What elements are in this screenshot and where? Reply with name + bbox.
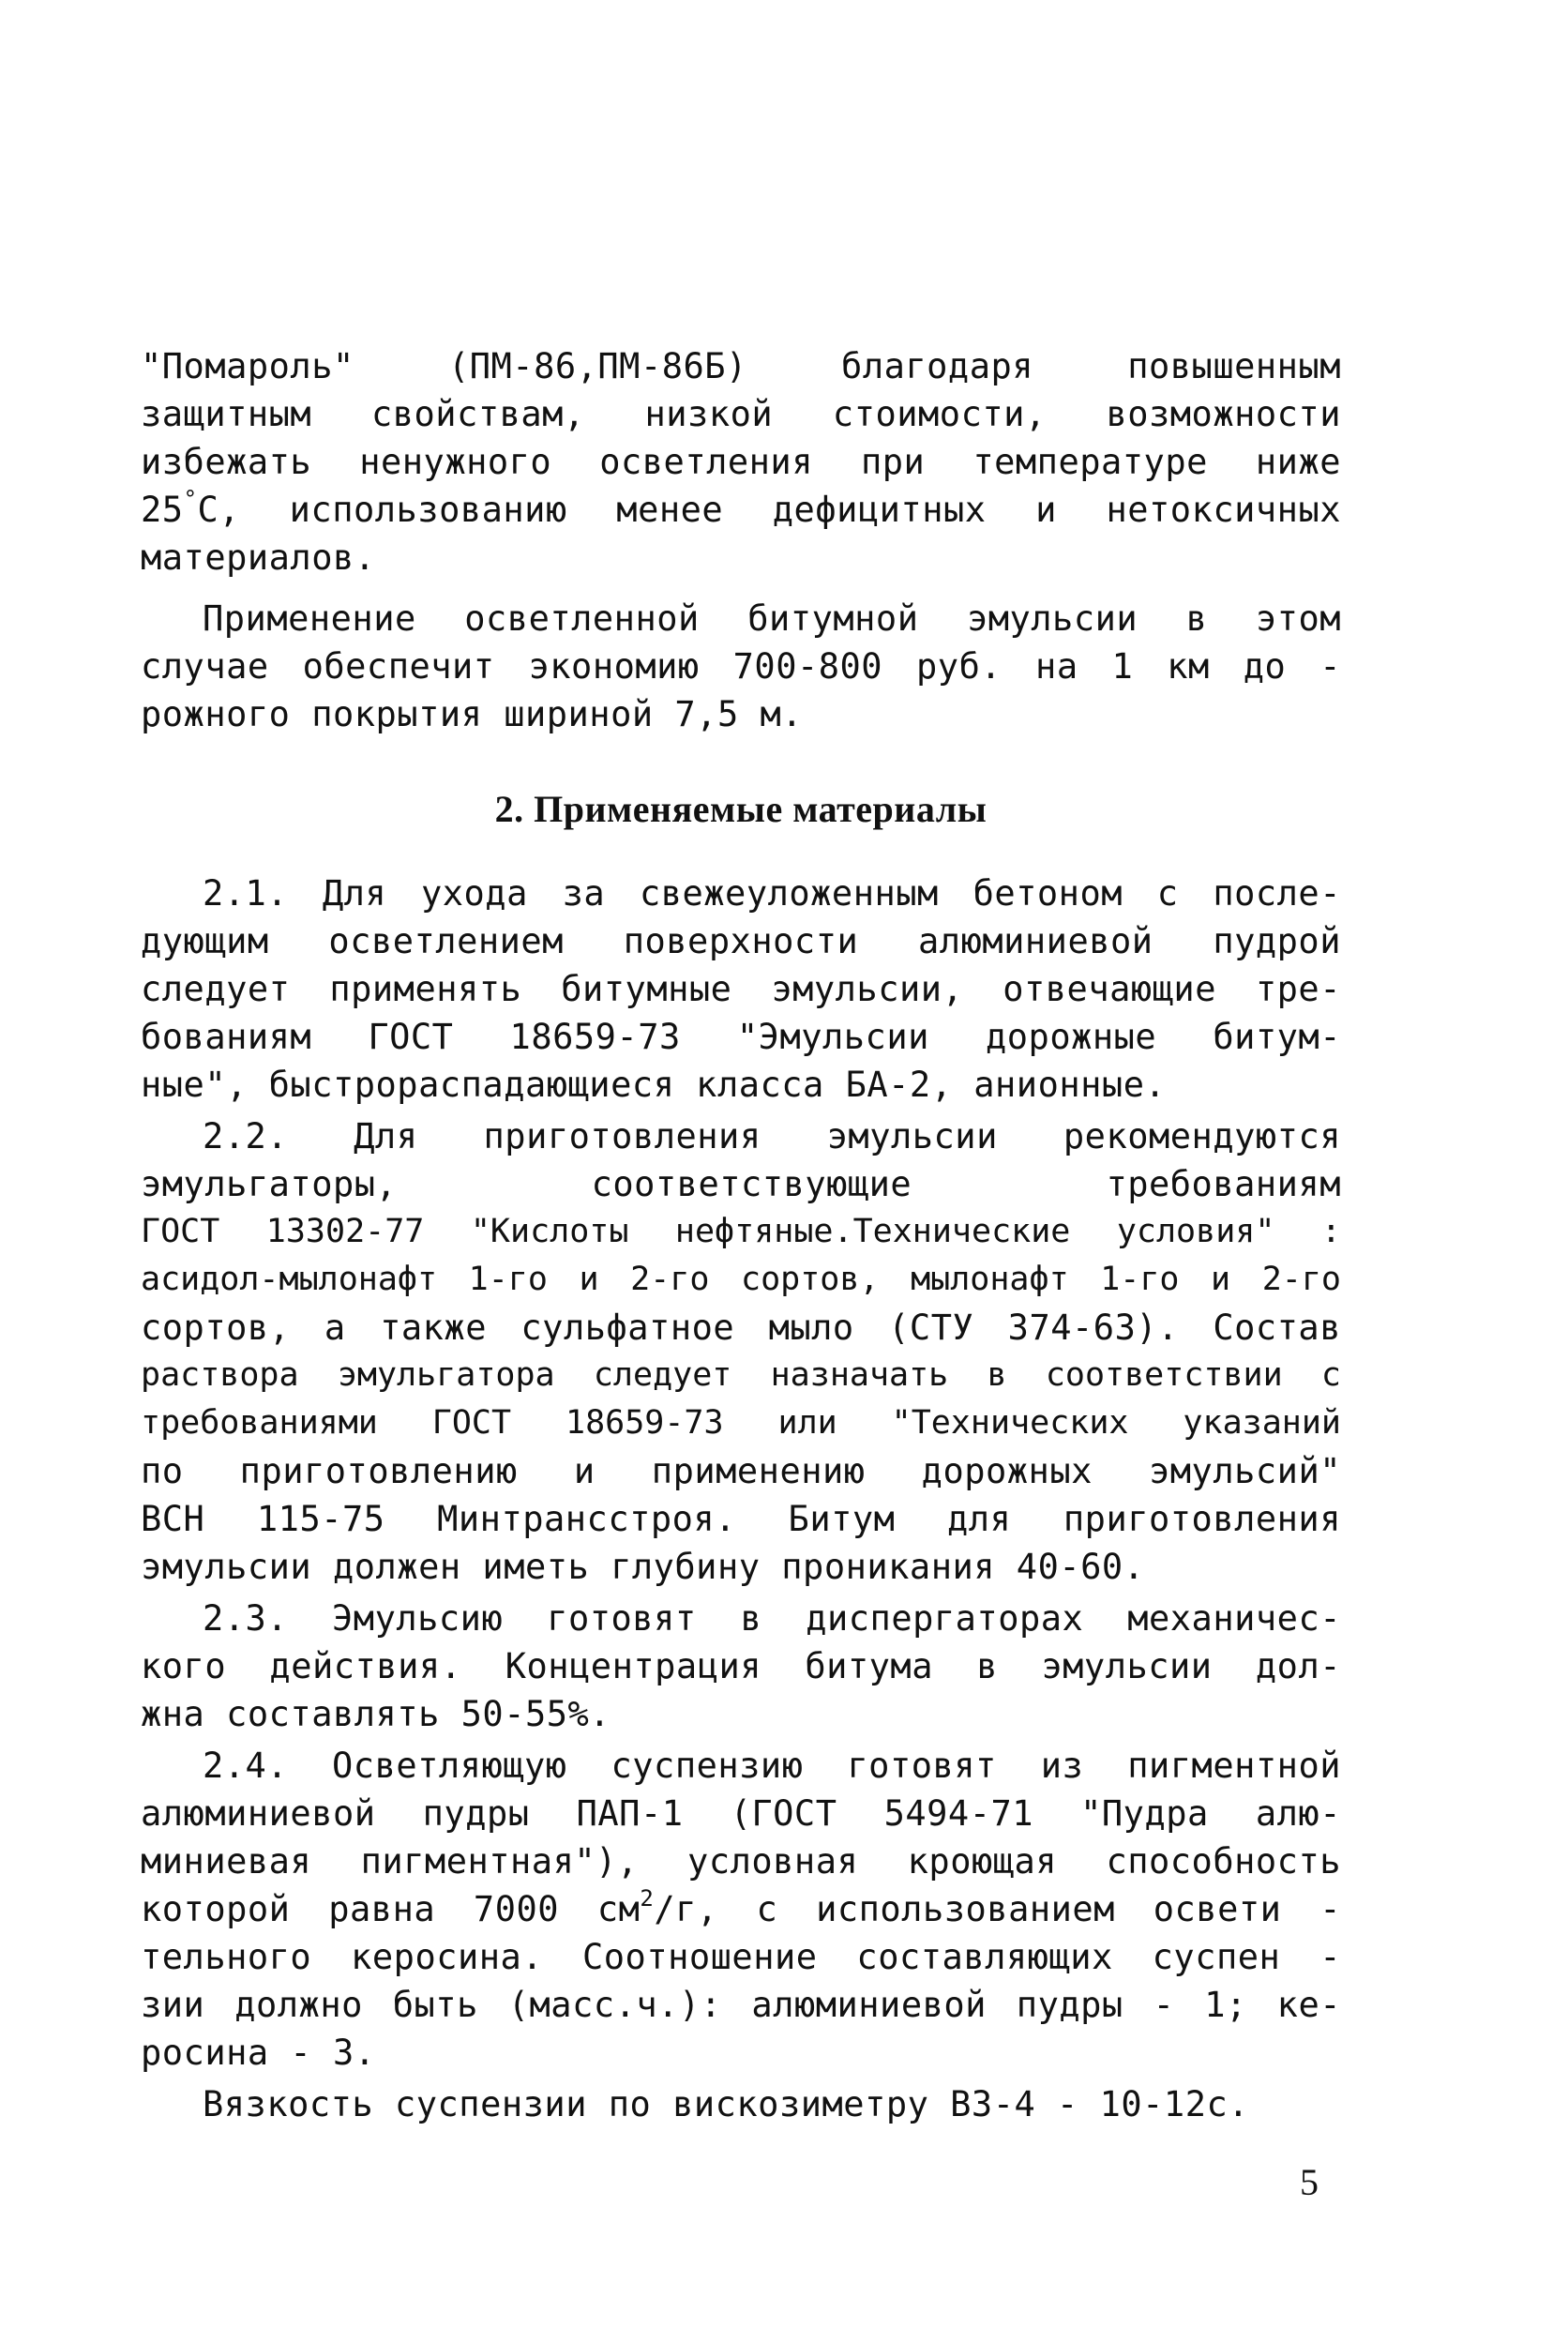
text-line: 2.4. Осветляющую суспензию готовят из пигментной: [203, 1746, 1341, 1786]
text-line: избежать ненужного осветления при температуре ниже: [141, 442, 1341, 482]
text-line: раствора эмульгатора следует назначать в соответствии с: [141, 1356, 1341, 1394]
text-line: материалов.: [141, 537, 376, 578]
text-line: алюминиевой пудры ПАП-1 (ГОСТ 5494-71 "Пудра алю-: [141, 1793, 1341, 1834]
area-text: которой равна 7000 см: [141, 1889, 641, 1929]
text-line: требованиями ГОСТ 18659-73 или "Технических указаний: [141, 1404, 1341, 1442]
text-line: зии должно быть (масс.ч.): алюминиевой пудры - 1; ке-: [141, 1985, 1341, 2025]
text-line: дующим осветлением поверхности алюминиевой пудрой: [141, 921, 1341, 961]
text-line: 2.2. Для приготовления эмульсии рекомендуются: [203, 1116, 1341, 1156]
temperature-value: 25: [141, 490, 184, 530]
text-line: Вязкость суспензии по вискозиметру ВЗ-4 - 10-12с.: [203, 2084, 1250, 2124]
degree-sign: °: [183, 486, 198, 512]
paragraph-2-5: [141, 2080, 1341, 2128]
superscript-2: 2: [640, 1885, 655, 1912]
text-line: случае обеспечит экономию 700-800 руб. на 1 км до -: [141, 646, 1341, 687]
paragraph-2-2: [141, 1112, 1341, 1591]
text-line: асидол-мылонафт 1-го и 2-го сортов, мылонафт 1-го и 2-го: [141, 1261, 1341, 1298]
text-line: эмульсии должен иметь глубину проникания 40-60.: [141, 1547, 1145, 1587]
text-line: ГОСТ 13302-77 "Кислоты нефтяные.Технические условия" :: [141, 1213, 1341, 1250]
intro-paragraph-1: [141, 342, 1341, 582]
paragraph-2-4: [141, 1742, 1341, 2077]
intro-paragraph-2: [141, 595, 1341, 738]
text-line: эмульгаторы, соответствующие требованиям: [141, 1164, 1341, 1204]
text-line: ВСН 115-75 Минтрансстроя. Битум для приготовления: [141, 1499, 1341, 1539]
text-line: по приготовлению и применению дорожных эмульсий": [141, 1451, 1341, 1491]
page-number: 5: [1300, 2161, 1319, 2203]
text-line-area: [141, 1885, 1341, 1933]
text-line-rest: С, использованию менее дефицитных и нетоксичных: [197, 490, 1341, 530]
paragraph-2-1: [141, 869, 1341, 1109]
text-line-rest: /г, с использованием освети -: [654, 1889, 1341, 1929]
document-page: [141, 342, 1341, 2132]
text-line: бованиям ГОСТ 18659-73 "Эмульсии дорожные битум-: [141, 1017, 1341, 1057]
text-line: рожного покрытия шириной 7,5 м.: [141, 694, 804, 734]
paragraph-2-3: [141, 1595, 1341, 1738]
text-line-temperature: [141, 486, 1341, 534]
text-line: Применение осветленной битумной эмульсии в этом: [203, 598, 1341, 639]
text-line: "Помароль" (ПМ-86,ПМ-86Б) благодаря повышенным: [141, 346, 1341, 386]
text-line: ные", быстрораспадающиеся класса БА-2, анионные.: [141, 1065, 1167, 1105]
text-line: следует применять битумные эмульсии, отвечающие тре-: [141, 969, 1341, 1009]
text-line: жна составлять 50-55%.: [141, 1694, 611, 1734]
text-line: тельного керосина. Соотношение составляющих суспен -: [141, 1937, 1341, 1977]
text-line: 2.3. Эмульсию готовят в диспергаторах механичес-: [203, 1598, 1341, 1639]
text-line: защитным свойствам, низкой стоимости, возможности: [141, 394, 1341, 434]
text-line: росина - 3.: [141, 2033, 376, 2073]
text-line: 2.1. Для ухода за свежеуложенным бетоном с после-: [203, 873, 1341, 914]
text-line: кого действия. Концентрация битума в эмульсии дол-: [141, 1646, 1341, 1686]
text-line: миниевая пигментная"), условная кроющая способность: [141, 1841, 1341, 1882]
text-line: сортов, а также сульфатное мыло (СТУ 374-63). Состав: [141, 1308, 1341, 1348]
section-heading: 2. Применяемые материалы: [494, 788, 988, 830]
